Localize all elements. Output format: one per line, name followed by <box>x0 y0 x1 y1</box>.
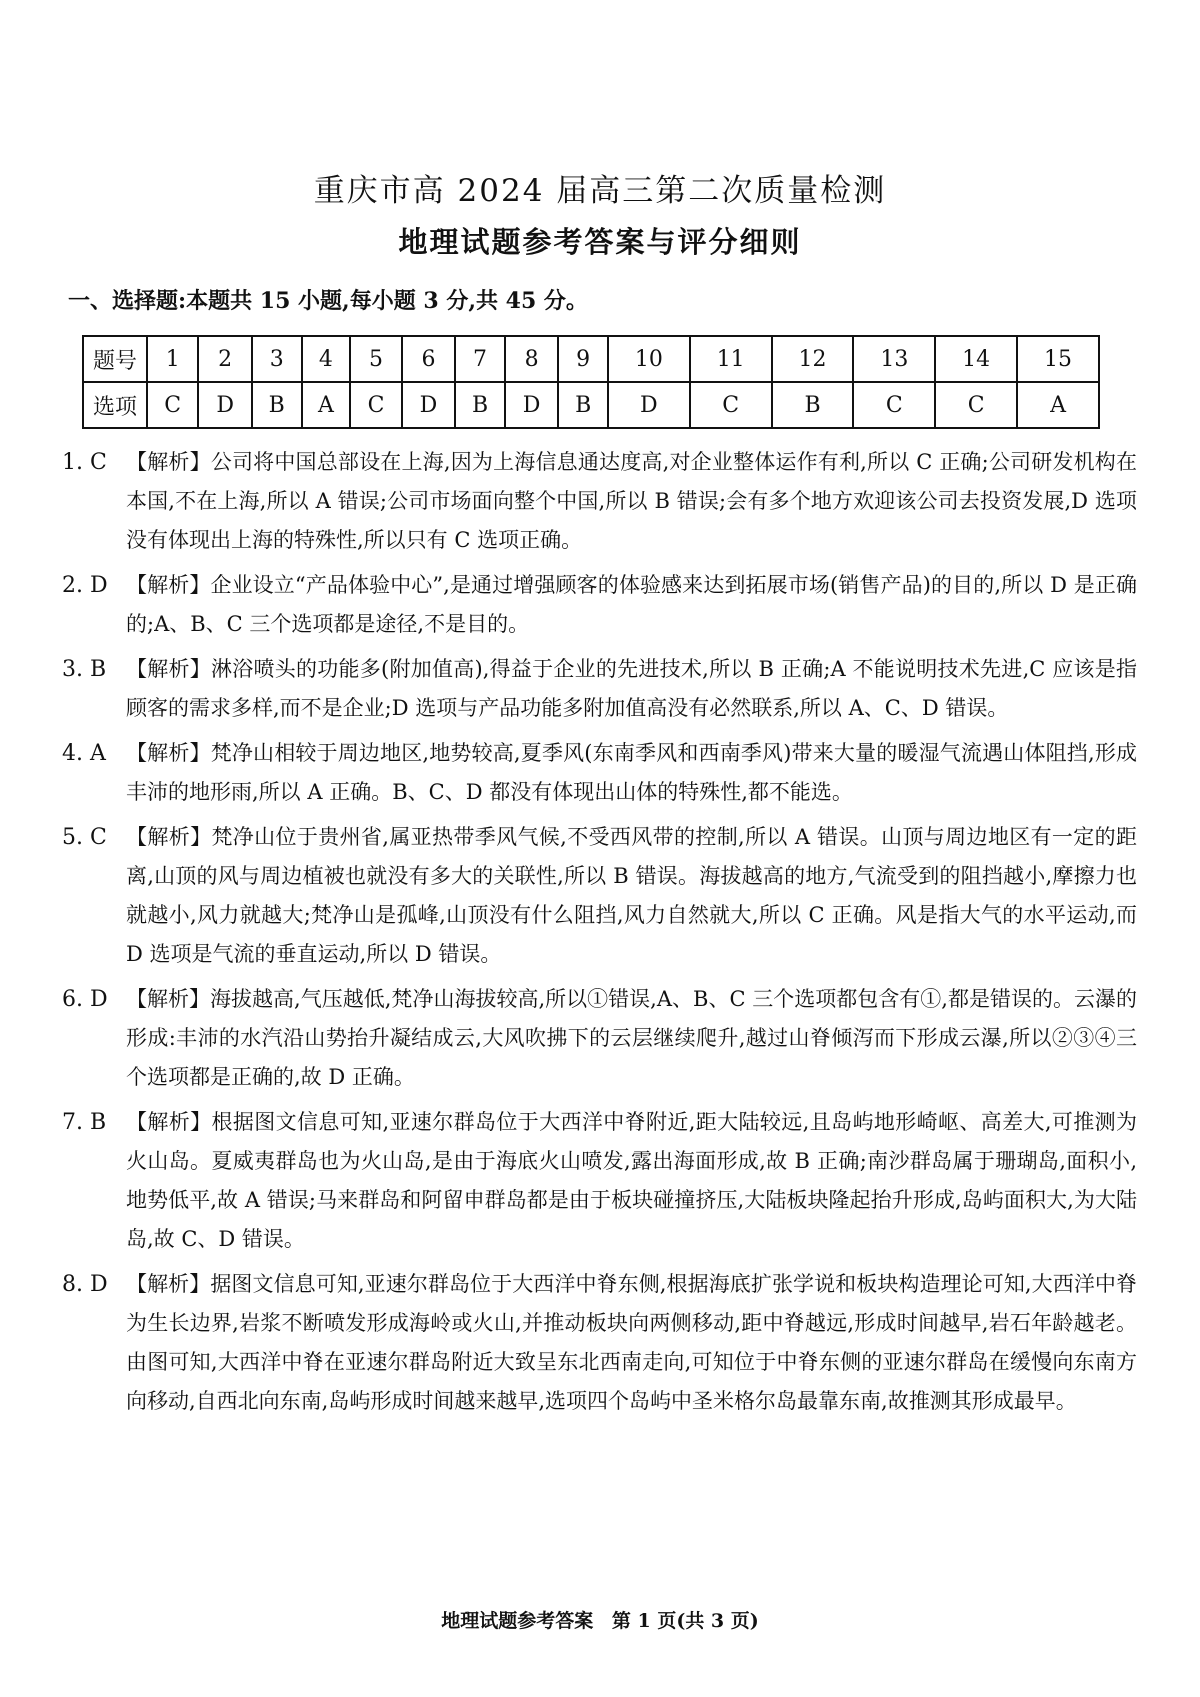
answer-option-cell: B <box>252 382 302 428</box>
question-number-cell: 15 <box>1017 336 1099 382</box>
answer-option-cell: A <box>1017 382 1099 428</box>
explanation-text: 公司将中国总部设在上海,因为上海信息通达度高,对企业整体运作有利,所以 C 正确;公司研发机构在本国,不在上海,所以 A 错误;公司市场面向整个中国,所以 B 错误;会有多个地方欢迎该公司去投资发展,D 选项没有体现出上海的特殊性,所以只有 C 选项正确。 <box>126 450 1137 552</box>
answer-option-cell: D <box>198 382 252 428</box>
explanation-text: 梵净山相较于周边地区,地势较高,夏季风(东南季风和西南季风)带来大量的暖湿气流遇山体阻挡,形成丰沛的地形雨,所以 A 正确。B、C、D 都没有体现出山体的特殊性,都不能选。 <box>126 741 1137 804</box>
explanation-number: 4. A <box>62 741 106 766</box>
analysis-tag: 【解析】 <box>126 825 212 849</box>
page-subtitle: 地理试题参考答案与评分细则 <box>398 225 802 259</box>
explanation-item <box>62 818 1137 974</box>
question-number-cell: 14 <box>935 336 1017 382</box>
question-number-cell: 8 <box>505 336 559 382</box>
answer-option-cell: B <box>558 382 608 428</box>
explanation-text: 据图文信息可知,亚速尔群岛位于大西洋中脊东侧,根据海底扩张学说和板块构造理论可知,大西洋中脊为生长边界,岩浆不断喷发形成海岭或火山,并推动板块向两侧移动,距中脊越远,形成时间越早,岩石年龄越老。由图可知,大西洋中脊在亚速尔群岛附近大致呈东北西南走向,可知位于中脊东侧的亚速尔群岛在缓慢向东南方向移动,自西北向东南,岛屿形成时间越来越早,选项四个岛屿中圣米格尔岛最靠东南,故推测其形成最早。 <box>126 1272 1137 1413</box>
answer-option-cell: A <box>302 382 351 428</box>
explanation-item <box>62 443 1137 560</box>
question-number-cell: 1 <box>147 336 198 382</box>
explanation-item <box>62 734 1137 812</box>
question-number-cell: 13 <box>853 336 935 382</box>
explanation-number: 7. B <box>62 1110 107 1135</box>
analysis-tag: 【解析】 <box>126 1272 211 1296</box>
explanation-number: 1. C <box>62 450 107 475</box>
page-title: 重庆市高 2024 届高三第二次质量检测 <box>313 173 887 209</box>
explanation-body <box>126 1103 1137 1259</box>
footer-page-label: 第 1 页(共 3 页) <box>611 1610 759 1632</box>
question-number-cell: 10 <box>608 336 690 382</box>
explanation-body <box>126 650 1137 728</box>
explanation-number: 3. B <box>62 657 107 682</box>
answer-option-cell: C <box>690 382 772 428</box>
question-number-cell: 2 <box>198 336 252 382</box>
explanation-number: 8. D <box>62 1272 108 1297</box>
explanation-number: 5. C <box>62 825 107 850</box>
question-number-cell: 6 <box>402 336 456 382</box>
explanation-list <box>62 443 1137 1427</box>
question-number-cell: 4 <box>302 336 351 382</box>
explanation-body <box>126 980 1137 1097</box>
analysis-tag: 【解析】 <box>126 1110 212 1134</box>
explanation-text: 梵净山位于贵州省,属亚热带季风气候,不受西风带的控制,所以 A 错误。山顶与周边地区有一定的距离,山顶的风与周边植被也就没有多大的关联性,所以 B 错误。海拔越高的地方,气流受到的阻挡越小,摩擦力也就越小,风力就越大;梵净山是孤峰,山顶没有什么阻挡,风力自然就大,所以 C 正确。风是指大气的水平运动,而 D 选项是气流的垂直运动,所以 D 错误。 <box>126 825 1138 966</box>
analysis-tag: 【解析】 <box>126 741 211 765</box>
answer-table <box>82 335 1100 429</box>
explanation-item <box>62 650 1137 728</box>
explanation-body <box>126 443 1137 560</box>
answer-option-cell: D <box>505 382 559 428</box>
answer-option-cell: D <box>402 382 456 428</box>
answer-option-cell: C <box>350 382 401 428</box>
analysis-tag: 【解析】 <box>126 450 211 474</box>
question-number-cell: 5 <box>350 336 401 382</box>
explanation-text: 淋浴喷头的功能多(附加值高),得益于企业的先进技术,所以 B 正确;A 不能说明技术先进,C 应该是指顾客的需求多样,而不是企业;D 选项与产品功能多附加值高没有必然联系,所以 A、C、D 错误。 <box>126 657 1137 720</box>
question-number-cell: 12 <box>772 336 854 382</box>
question-number-cell: 11 <box>690 336 772 382</box>
explanation-body <box>126 1265 1137 1421</box>
row-label-option: 选项 <box>83 382 147 428</box>
question-number-cell: 7 <box>455 336 505 382</box>
explanation-body <box>126 566 1137 644</box>
answer-table-option-row <box>83 382 1099 428</box>
footer-doc-name: 地理试题参考答案 <box>441 1610 594 1632</box>
page-footer <box>0 1606 1200 1633</box>
analysis-tag: 【解析】 <box>126 573 211 597</box>
answer-option-cell: B <box>772 382 854 428</box>
answer-option-cell: D <box>608 382 690 428</box>
question-number-cell: 9 <box>558 336 608 382</box>
answer-option-cell: C <box>935 382 1017 428</box>
explanation-text: 海拔越高,气压越低,梵净山海拔较高,所以①错误,A、B、C 三个选项都包含有①,都是错误的。云瀑的形成:丰沛的水汽沿山势抬升凝结成云,大风吹拂下的云层继续爬升,越过山脊倾泻而下形成云瀑,所以②③④三个选项都是正确的,故 D 正确。 <box>126 987 1138 1089</box>
answer-option-cell: C <box>853 382 935 428</box>
analysis-tag: 【解析】 <box>126 657 212 681</box>
explanation-body <box>126 734 1137 812</box>
explanation-text: 根据图文信息可知,亚速尔群岛位于大西洋中脊附近,距大陆较远,且岛屿地形崎岖、高差大,可推测为火山岛。夏威夷群岛也为火山岛,是由于海底火山喷发,露出海面形成,故 B 正确;南沙群岛属于珊瑚岛,面积小,地势低平,故 A 错误;马来群岛和阿留申群岛都是由于板块碰撞挤压,大陆板块隆起抬升形成,岛屿面积大,为大陆岛,故 C、D 错误。 <box>126 1110 1138 1251</box>
explanation-number: 6. D <box>62 987 108 1012</box>
answer-option-cell: B <box>455 382 505 428</box>
explanation-item <box>62 566 1137 644</box>
question-number-cell: 3 <box>252 336 302 382</box>
explanation-item <box>62 1265 1137 1421</box>
explanation-item <box>62 1103 1137 1259</box>
explanation-text: 企业设立“产品体验中心”,是通过增强顾客的体验感来达到拓展市场(销售产品)的目的,所以 D 是正确的;A、B、C 三个选项都是途径,不是目的。 <box>126 573 1137 636</box>
explanation-number: 2. D <box>62 573 108 598</box>
row-label-number: 题号 <box>83 336 147 382</box>
analysis-tag: 【解析】 <box>126 987 211 1011</box>
section-heading: 一、选择题:本题共 15 小题,每小题 3 分,共 45 分。 <box>68 288 588 314</box>
explanation-item <box>62 980 1137 1097</box>
answer-table-number-row <box>83 336 1099 382</box>
answer-option-cell: C <box>147 382 198 428</box>
explanation-body <box>126 818 1137 974</box>
